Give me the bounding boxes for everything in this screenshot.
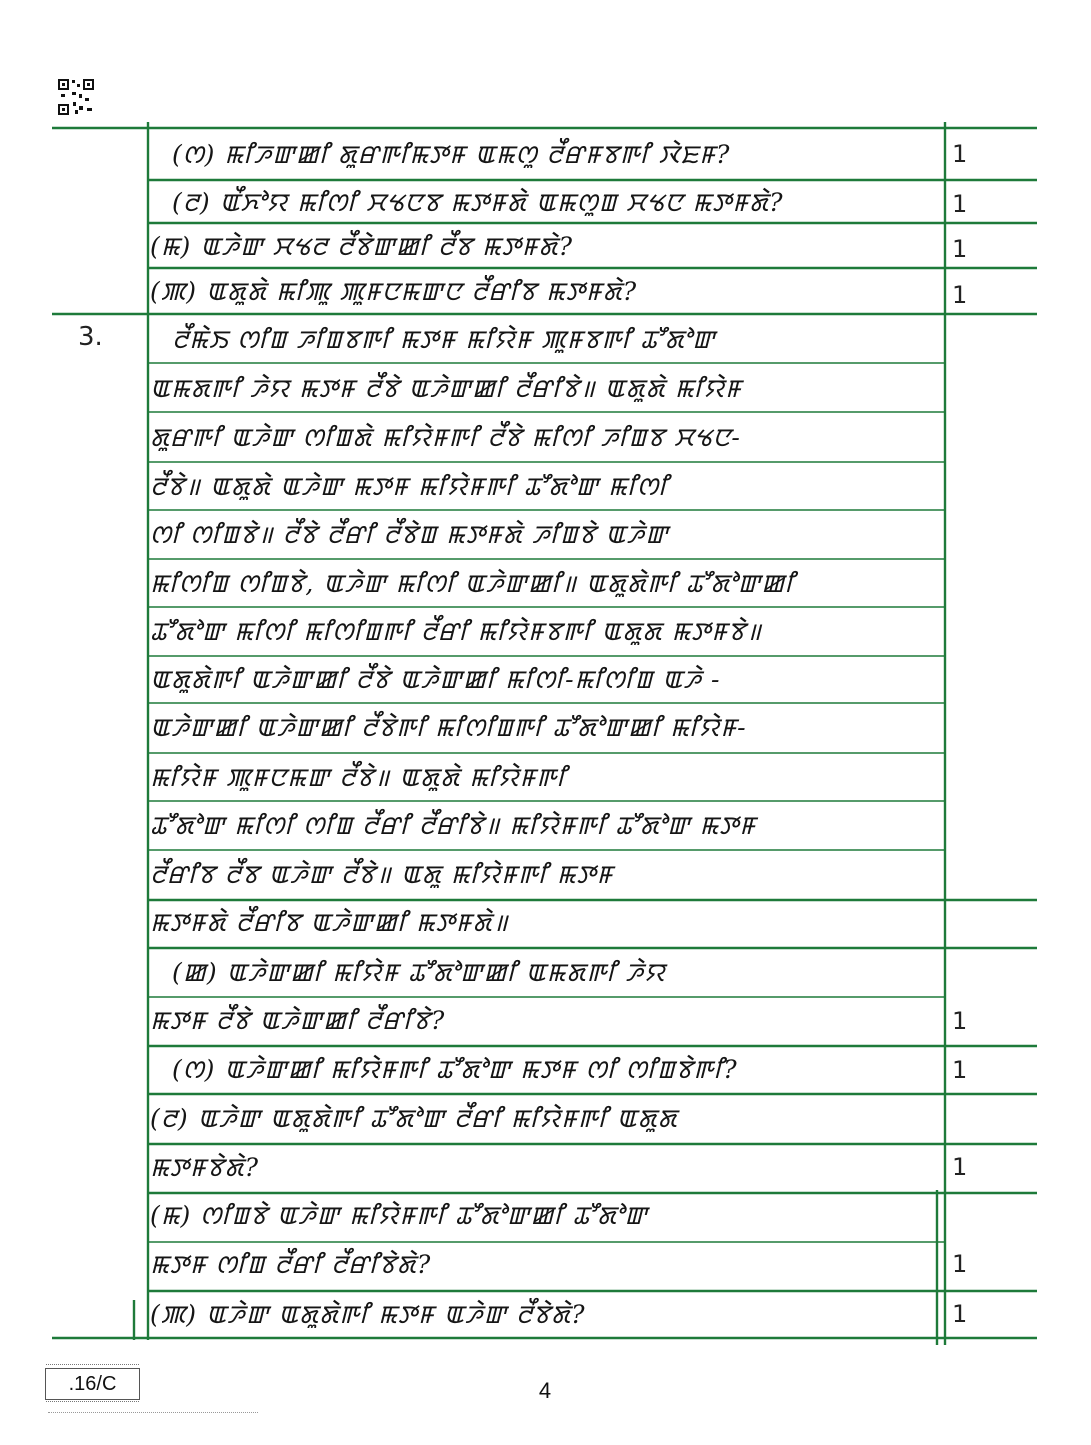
answer-line: ꯃꯇꯝ ꯂꯩꯕꯥ ꯑꯍꯥꯛꯀꯤ ꯂꯩꯔꯤꯕꯥ? (150, 1006, 446, 1035)
page-number: 4 (538, 1378, 552, 1403)
answer-line: (ꯁ) ꯑꯍꯥꯛꯀꯤ ꯃꯤꯌꯥꯝꯒꯤ ꯊꯧꯗꯣꯛ ꯃꯇꯝ ꯁꯤ ꯁꯤꯡꯕꯥꯒꯤ? (172, 1055, 738, 1084)
mark-value: 1 (952, 281, 968, 309)
answer-line: ꯗꯨꯔꯒꯤ ꯑꯍꯥꯛ ꯁꯤꯡꯗꯥ ꯃꯤꯌꯥꯝꯒꯤ ꯂꯩꯕꯥ ꯃꯤꯁꯤ ꯍꯤꯡꯕ ꯆꯠꯅ- (150, 423, 741, 452)
question-number: 3. (78, 322, 103, 352)
mark-value: 1 (952, 190, 968, 218)
answer-line: ꯃꯇꯝ ꯁꯤꯡ ꯂꯩꯔꯤ ꯂꯩꯔꯤꯕꯥꯗꯥ? (150, 1250, 432, 1279)
answer-line: (ꯄ) ꯑꯗꯨꯗꯥ ꯃꯤꯄꯨ ꯄꯨꯝꯅꯃꯛꯅ ꯂꯩꯔꯤꯕ ꯃꯇꯝꯗꯥ? (150, 277, 638, 306)
mark-value: 1 (952, 1007, 968, 1035)
answer-line: ꯑꯍꯥꯛꯀꯤ ꯑꯍꯥꯛꯀꯤ ꯂꯩꯕꯥꯒꯤ ꯃꯤꯁꯤꯡꯒꯤ ꯊꯧꯗꯣꯛꯀꯤ ꯃꯤꯌꯥꯝ- (150, 713, 747, 742)
answer-line: ꯁꯤ ꯁꯤꯡꯕꯥ॥ ꯂꯩꯕꯥ ꯂꯩꯔꯤ ꯂꯩꯕꯥꯡ ꯃꯇꯝꯗꯥ ꯍꯤꯡꯕꯥ ꯑꯍꯥꯛ (150, 520, 669, 549)
answer-line: ꯂꯩꯔꯤꯕ ꯂꯩꯕ ꯑꯍꯥꯛ ꯂꯩꯕꯥ॥ ꯑꯗꯨ ꯃꯤꯌꯥꯝꯒꯤ ꯃꯇꯝ (150, 860, 614, 889)
mark-value: 1 (952, 140, 968, 168)
paper-code: .16/C (45, 1368, 140, 1400)
answer-line: (ꯃ) ꯑꯍꯥꯛ ꯆꯠꯂ ꯂꯩꯕꯥꯛꯀꯤ ꯂꯩꯕ ꯃꯇꯝꯗꯥ? (150, 232, 573, 261)
answer-line: ꯂꯩꯃꯥꯏ ꯁꯤꯡ ꯍꯤꯡꯕꯒꯤ ꯃꯇꯝ ꯃꯤꯌꯥꯝ ꯄꯨꯝꯕꯒꯤ ꯊꯧꯗꯣꯛ (172, 325, 716, 354)
answer-line: ꯊꯧꯗꯣꯛ ꯃꯤꯁꯤ ꯃꯤꯁꯤꯡꯒꯤ ꯂꯩꯔꯤ ꯃꯤꯌꯥꯝꯕꯒꯤ ꯑꯗꯨꯗ ꯃꯇꯝꯕꯥ॥ (150, 617, 762, 646)
answer-line: ꯑꯗꯨꯗꯥꯒꯤ ꯑꯍꯥꯛꯀꯤ ꯂꯩꯕꯥ ꯑꯍꯥꯛꯀꯤ ꯃꯤꯁꯤ-ꯃꯤꯁꯤꯡ ꯑꯍꯥ - (150, 665, 721, 694)
mark-value: 1 (952, 1300, 968, 1328)
answer-line: ꯂꯩꯕꯥ॥ ꯑꯗꯨꯗꯥ ꯑꯍꯥꯛ ꯃꯇꯝ ꯃꯤꯌꯥꯝꯒꯤ ꯊꯧꯗꯣꯛ ꯃꯤꯁꯤ (150, 472, 669, 501)
answer-line: ꯃꯤꯌꯥꯝ ꯄꯨꯝꯅꯃꯛ ꯂꯩꯕꯥ॥ ꯑꯗꯨꯗꯥ ꯃꯤꯌꯥꯝꯒꯤ (150, 763, 567, 792)
answer-line: ꯑꯃꯗꯒꯤ ꯍꯥꯌ ꯃꯇꯝ ꯂꯩꯕꯥ ꯑꯍꯥꯛꯀꯤ ꯂꯩꯔꯤꯕꯥ॥ ꯑꯗꯨꯗꯥ ꯃꯤꯌꯥꯝ (150, 374, 742, 403)
answer-line: (ꯂ) ꯑꯍꯥꯛ ꯑꯗꯨꯗꯥꯒꯤ ꯊꯧꯗꯣꯛ ꯂꯩꯔꯤ ꯃꯤꯌꯥꯝꯒꯤ ꯑꯗꯨꯗ (150, 1104, 678, 1133)
mark-value: 1 (952, 1250, 968, 1278)
answer-line: (ꯃ) ꯁꯤꯡꯕꯥ ꯑꯍꯥꯛ ꯃꯤꯌꯥꯝꯒꯤ ꯊꯧꯗꯣꯛꯀꯤ ꯊꯧꯗꯣꯛ (150, 1201, 648, 1230)
answer-line: (ꯄ) ꯑꯍꯥꯛ ꯑꯗꯨꯗꯥꯒꯤ ꯃꯇꯝ ꯑꯍꯥꯛ ꯂꯩꯕꯥꯗꯥ? (150, 1300, 586, 1329)
answer-line: (ꯁ) ꯃꯤꯍꯛꯀꯤ ꯗꯨꯔꯒꯤꯃꯇꯝ ꯑꯃꯁꯨ ꯂꯩꯔꯝꯕꯒꯤ ꯋꯥꯐꯝ? (172, 140, 731, 169)
answer-line: ꯃꯇꯝꯕꯥꯗꯥ? (150, 1153, 260, 1182)
answer-line: ꯊꯧꯗꯣꯛ ꯃꯤꯁꯤ ꯁꯤꯡ ꯂꯩꯔꯤ ꯂꯩꯔꯤꯕꯥ॥ ꯃꯤꯌꯥꯝꯒꯤ ꯊꯧꯗꯣꯛ ꯃꯇꯝ (150, 811, 757, 840)
answer-line: (ꯂ) ꯑꯩꯈꯣꯌ ꯃꯤꯁꯤ ꯆꯠꯅꯕ ꯃꯇꯝꯗꯥ ꯑꯃꯁꯨꯡ ꯆꯠꯅ ꯃꯇꯝꯗꯥ? (172, 188, 784, 217)
mark-value: 1 (952, 235, 968, 263)
footer-dotted-rule (48, 1412, 258, 1416)
answer-line: ꯃꯤꯁꯤꯡ ꯁꯤꯡꯕꯥ, ꯑꯍꯥꯛ ꯃꯤꯁꯤ ꯑꯍꯥꯛꯀꯤ॥ ꯑꯗꯨꯗꯥꯒꯤ ꯊꯧꯗꯣꯛꯀꯤ (150, 569, 795, 598)
answer-line: (ꯀ) ꯑꯍꯥꯛꯀꯤ ꯃꯤꯌꯥꯝ ꯊꯧꯗꯣꯛꯀꯤ ꯑꯃꯗꯒꯤ ꯍꯥꯌ (172, 958, 666, 987)
answer-line: ꯃꯇꯝꯗꯥ ꯂꯩꯔꯤꯕ ꯑꯍꯥꯛꯀꯤ ꯃꯇꯝꯗꯥ॥ (150, 908, 509, 937)
mark-value: 1 (952, 1056, 968, 1084)
mark-value: 1 (952, 1153, 968, 1181)
